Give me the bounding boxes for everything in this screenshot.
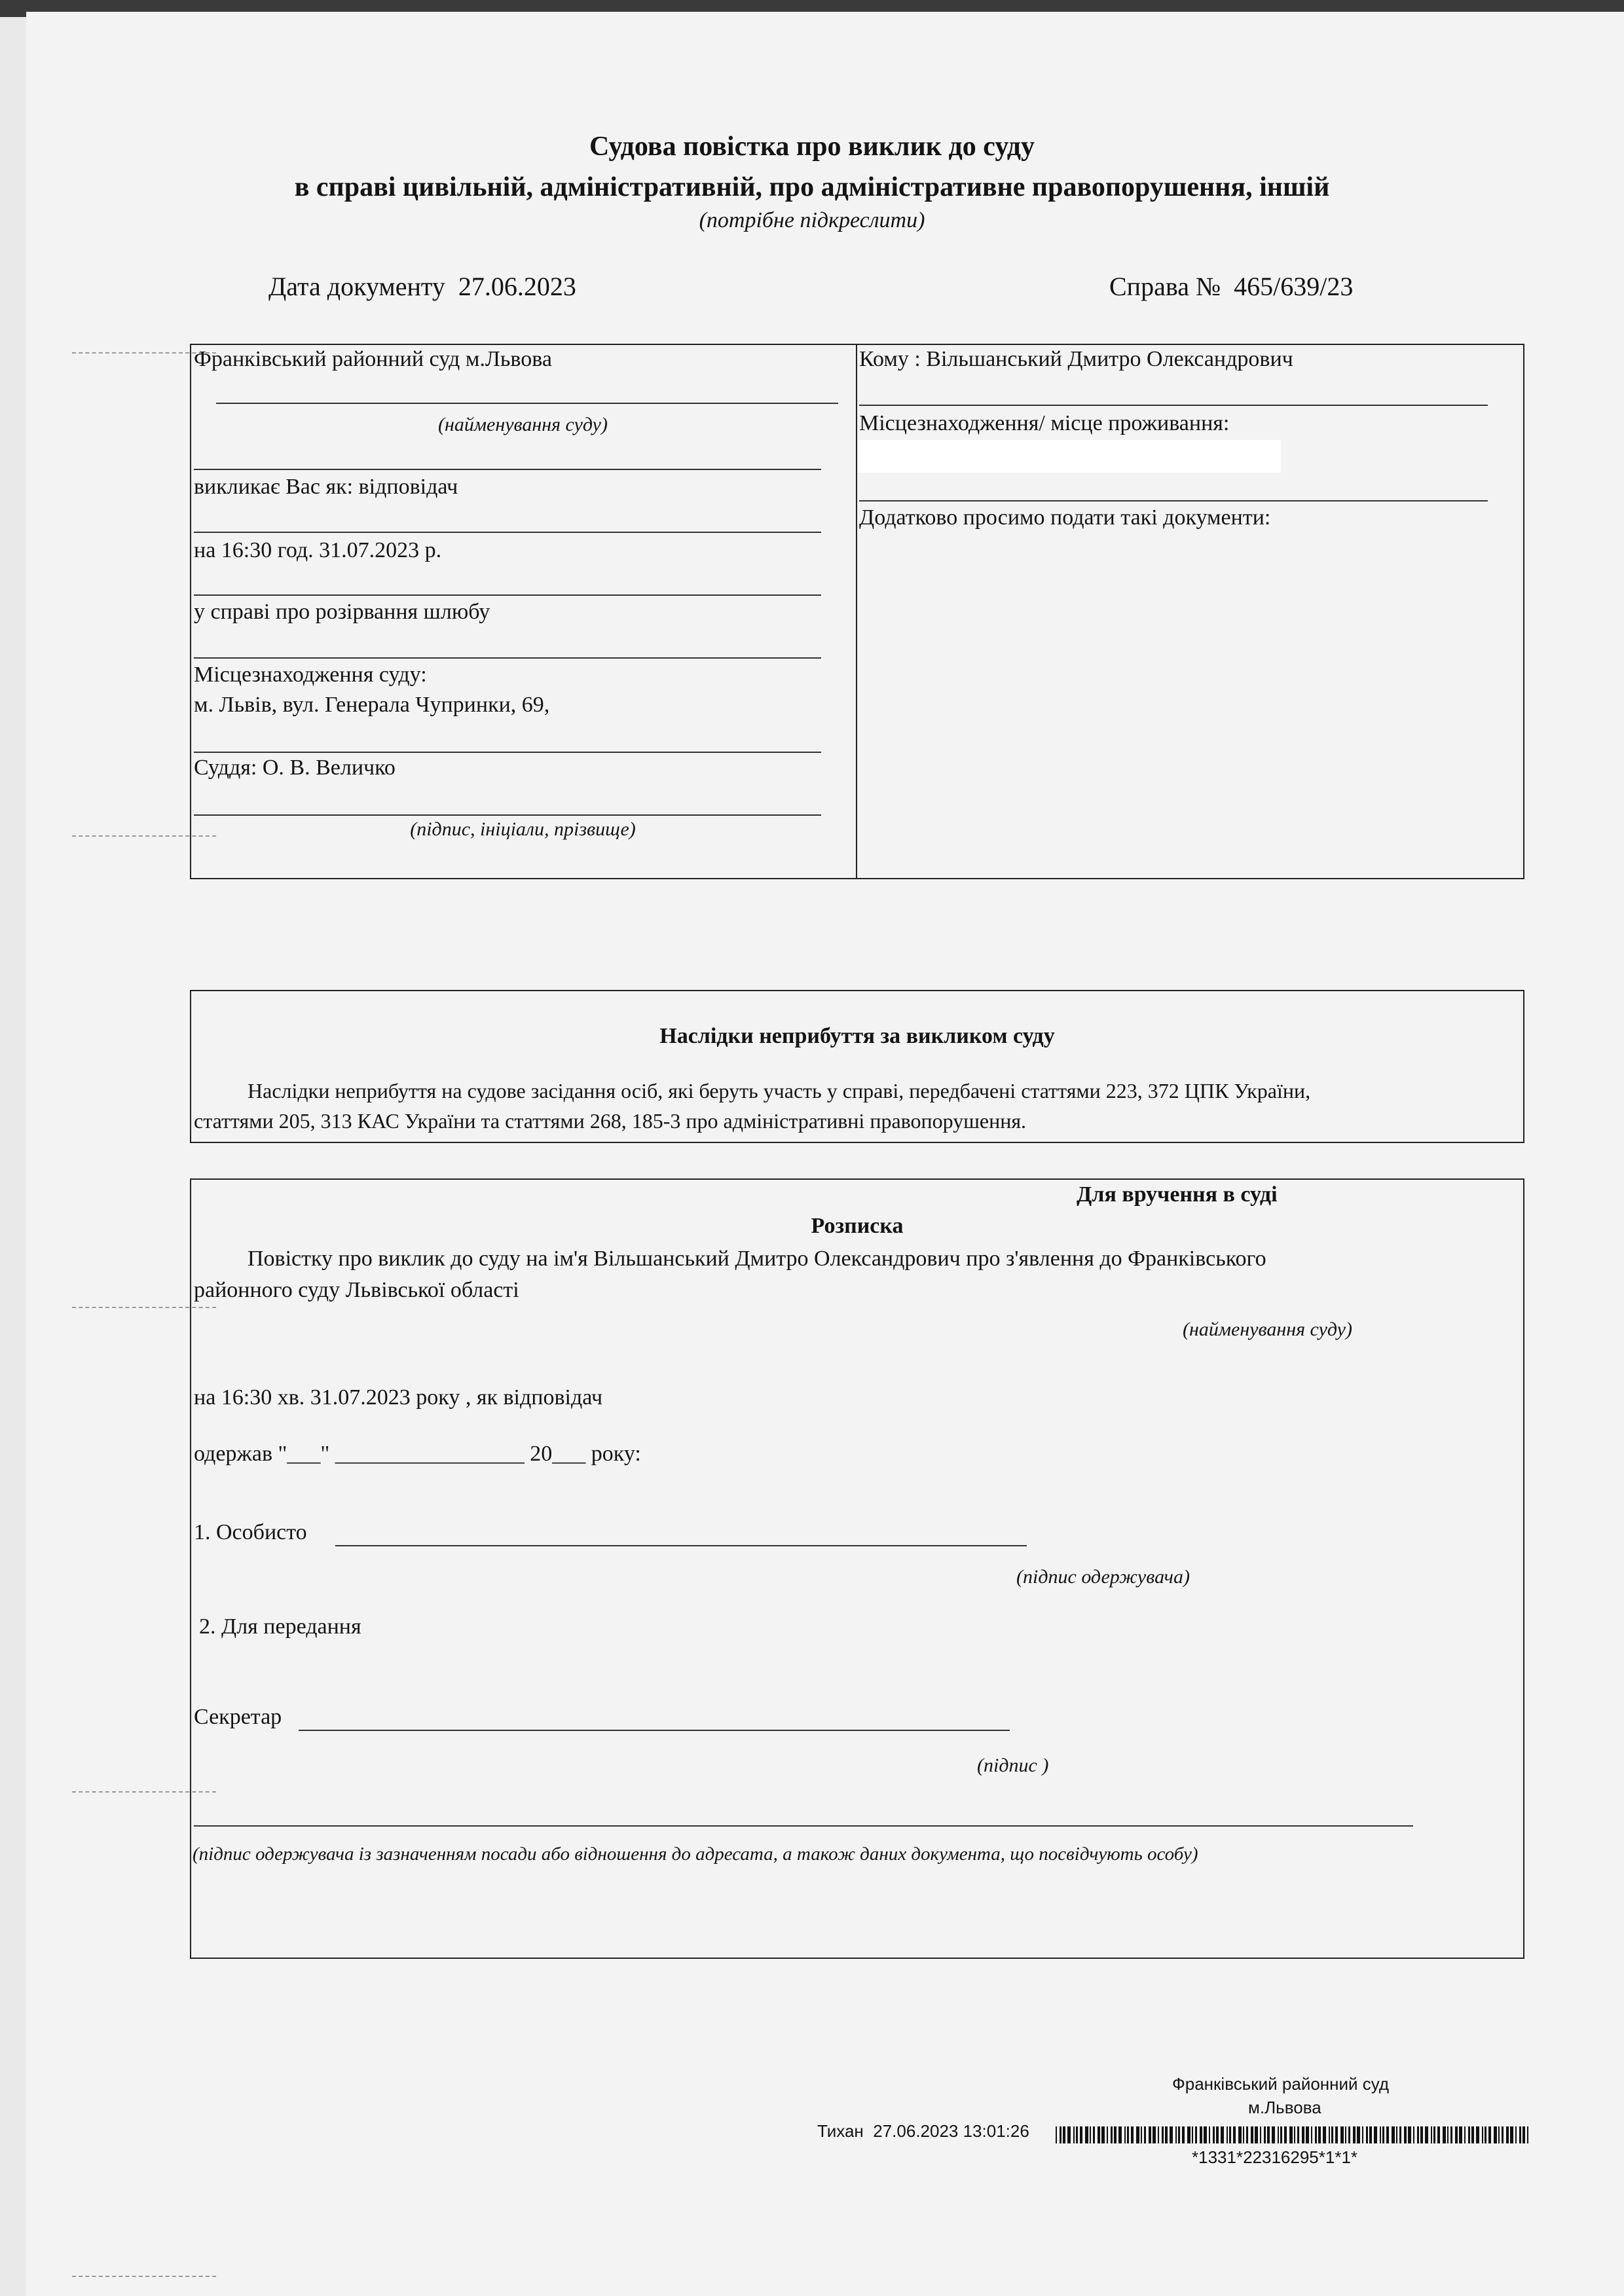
signature-hint: (підпис, ініціали, прізвище)	[410, 818, 636, 840]
stamp-operator	[817, 2121, 1029, 2141]
barcode-bar	[1213, 2126, 1215, 2143]
barcode-bar	[1098, 2126, 1100, 2143]
barcode-bar	[1076, 2126, 1078, 2143]
barcode-bar	[1437, 2126, 1440, 2143]
document-date	[268, 271, 576, 302]
barcode-bar	[1200, 2126, 1202, 2143]
case-label: Справа №	[1109, 272, 1221, 301]
barcode-bar	[1153, 2126, 1156, 2143]
barcode-bar	[1482, 2126, 1483, 2143]
barcode-bar	[1221, 2126, 1224, 2143]
barcode-bar	[1192, 2126, 1193, 2143]
barcode-bar	[1238, 2126, 1242, 2143]
secretary-signature-line	[299, 1730, 1010, 1731]
operator-name: Тихан	[817, 2121, 864, 2141]
case-value: 465/639/23	[1234, 272, 1354, 301]
barcode-bar	[1144, 2126, 1146, 2143]
barcode-bar	[1433, 2126, 1435, 2143]
receipt-heading: Розписка	[811, 1214, 904, 1238]
transfer-label: 2. Для передання	[199, 1614, 361, 1639]
barcode-bar	[1311, 2126, 1312, 2143]
barcode-bar	[1280, 2126, 1282, 2143]
signature-hint-short: (підпис )	[977, 1755, 1049, 1776]
barcode-bar	[1380, 2126, 1381, 2143]
barcode-text: *1331*22316295*1*1*	[1192, 2147, 1358, 2167]
receipt-line-1: Повістку про виклик до суду на ім'я Вільшанський Дмитро Олександрович про з'явлення до Франківського	[248, 1247, 1266, 1271]
secretary-label: Секретар	[194, 1705, 282, 1729]
barcode-bar	[1101, 2126, 1105, 2143]
personal-signature-line	[335, 1545, 1027, 1546]
barcode-bar	[1357, 2126, 1360, 2143]
barcode-bar	[1170, 2126, 1173, 2143]
court-name: Франківський районний суд м.Львова	[194, 347, 552, 371]
rule	[194, 532, 821, 533]
rule	[216, 403, 838, 404]
barcode-bar	[1527, 2126, 1528, 2143]
extra-documents-label: Додатково просимо подати такі документи:	[859, 505, 1271, 530]
barcode-bar	[1182, 2126, 1185, 2143]
barcode-bar	[1431, 2126, 1432, 2143]
receipt-court-hint: (найменування суду)	[1183, 1319, 1352, 1340]
barcode-bar	[1348, 2126, 1350, 2143]
court-name-hint: (найменування суду)	[438, 414, 608, 435]
court-location-value: м. Львів, вул. Генерала Чупринки, 69,	[194, 693, 550, 717]
barcode-bar	[1519, 2126, 1521, 2143]
barcode-bar	[1502, 2126, 1504, 2143]
barcode-bar	[1216, 2126, 1219, 2143]
personal-label: 1. Особисто	[194, 1520, 307, 1544]
barcode-bar	[1124, 2126, 1126, 2143]
barcode-bar	[1178, 2126, 1180, 2143]
barcode-bar	[1468, 2126, 1470, 2143]
hearing-time: на 16:30 год. 31.07.2023 р.	[194, 538, 442, 562]
underline-hint: (потрібне підкреслити)	[699, 208, 925, 232]
barcode-bar	[1229, 2126, 1231, 2143]
barcode-bar	[1267, 2126, 1270, 2143]
barcode-bar	[1090, 2126, 1091, 2143]
barcode-bar	[1404, 2126, 1407, 2143]
barcode-bar	[1294, 2126, 1295, 2143]
document-subtitle: в справі цивільній, адміністративній, про адміністративне правопорушення, іншій	[294, 172, 1330, 202]
barcode-bar	[1315, 2126, 1317, 2143]
barcode-bar	[1056, 2126, 1057, 2143]
barcode-bar	[1127, 2126, 1129, 2143]
barcode-bar	[1165, 2126, 1168, 2143]
case-subject: у справі про розірвання шлюбу	[194, 600, 490, 624]
barcode-bar	[1417, 2126, 1419, 2143]
barcode-bar	[1067, 2126, 1071, 2143]
rule	[194, 469, 821, 470]
barcode-bar	[1302, 2126, 1304, 2143]
barcode-bar	[1399, 2126, 1401, 2143]
residence-label: Місцезнаходження/ місце проживання:	[859, 411, 1230, 435]
barcode-bar	[1506, 2126, 1509, 2143]
receipt-bottom-hint: (підпис одержувача із зазначенням посади або відношення до адресата, а також даних документа, що посвідчують особу)	[193, 1844, 1198, 1865]
barcode-bar	[1345, 2126, 1346, 2143]
barcode-bar	[1485, 2126, 1486, 2143]
stamp-court-line-1: Франківський районний суд	[1172, 2074, 1390, 2094]
barcode-bar	[1396, 2126, 1397, 2143]
barcode-bar	[1443, 2126, 1446, 2143]
consequences-text-2: статтями 205, 313 КАС України та статтями 268, 185-3 про адміністративні правопорушення.	[194, 1109, 1027, 1133]
role-line: викликає Вас як: відповідач	[194, 475, 458, 499]
redacted-address	[858, 440, 1281, 473]
barcode-bar	[1246, 2126, 1248, 2143]
for-court-label: Для вручення в суді	[1077, 1182, 1278, 1207]
barcode-bar	[1476, 2126, 1479, 2143]
barcode-bar	[1386, 2126, 1389, 2143]
barcode-bar	[1060, 2126, 1061, 2143]
receipt-line-2: районного суду Львівської області	[194, 1278, 519, 1302]
barcode-bar	[1335, 2126, 1338, 2143]
rule	[194, 594, 821, 596]
barcode-bar	[1264, 2126, 1266, 2143]
rule	[194, 752, 821, 753]
scan-mark	[72, 2276, 216, 2277]
barcode-bar	[1187, 2126, 1190, 2143]
barcode-bar	[1306, 2126, 1309, 2143]
barcode-bar	[1131, 2126, 1134, 2143]
barcode-bar	[1464, 2126, 1466, 2143]
court-location-label: Місцезнаходження суду:	[194, 663, 427, 687]
barcode-bar	[1260, 2126, 1261, 2143]
date-label: Дата документу	[268, 272, 445, 301]
barcode-bar	[1374, 2126, 1377, 2143]
barcode-bar	[1366, 2126, 1368, 2143]
barcode-bar	[1141, 2126, 1142, 2143]
judge-name: Суддя: О. В. Величко	[194, 756, 396, 780]
recipient-name: Кому : Вільшанський Дмитро Олександрович	[859, 347, 1293, 371]
barcode-bar	[1455, 2126, 1458, 2143]
barcode-bar	[1233, 2126, 1236, 2143]
barcode-bar	[1318, 2126, 1321, 2143]
barcode-bar	[1107, 2126, 1108, 2143]
barcode	[1056, 2126, 1528, 2143]
barcode-bar	[1323, 2126, 1326, 2143]
barcode-bar	[1488, 2126, 1491, 2143]
barcode-bar	[1136, 2126, 1139, 2143]
barcode-bar	[1522, 2126, 1525, 2143]
barcode-bar	[1494, 2126, 1497, 2143]
barcode-bar	[1278, 2126, 1279, 2143]
stamp-court-line-2: м.Львова	[1248, 2098, 1321, 2117]
barcode-bar	[1471, 2126, 1474, 2143]
barcode-bar	[1085, 2126, 1088, 2143]
document-title: Судова повістка про виклик до суду	[589, 132, 1035, 162]
barcode-bar	[1255, 2126, 1258, 2143]
rule	[859, 500, 1488, 501]
barcode-bar	[1382, 2126, 1384, 2143]
barcode-bar	[1340, 2126, 1344, 2143]
date-value: 27.06.2023	[458, 272, 576, 301]
barcode-bar	[1272, 2126, 1275, 2143]
barcode-bar	[1284, 2126, 1287, 2143]
rule	[194, 657, 821, 659]
barcode-bar	[1413, 2126, 1414, 2143]
barcode-bar	[1227, 2126, 1228, 2143]
barcode-bar	[1149, 2126, 1151, 2143]
recipient-signature-hint: (підпис одержувача)	[1016, 1566, 1190, 1588]
barcode-bar	[1080, 2126, 1082, 2143]
received-date-line: одержав "___" _________________ 20___ року:	[194, 1442, 641, 1466]
barcode-bar	[1420, 2126, 1423, 2143]
barcode-bar	[1204, 2126, 1207, 2143]
barcode-bar	[1331, 2126, 1333, 2143]
barcode-bar	[1459, 2126, 1462, 2143]
barcode-bar	[1362, 2126, 1363, 2143]
summons-divider	[856, 344, 857, 879]
barcode-bar	[1111, 2126, 1113, 2143]
barcode-bar	[1175, 2126, 1177, 2143]
barcode-bar	[1425, 2126, 1428, 2143]
stamp-datetime: 27.06.2023 13:01:26	[873, 2121, 1029, 2141]
barcode-bar	[1162, 2126, 1164, 2143]
barcode-bar	[1447, 2126, 1449, 2143]
barcode-bar	[1498, 2126, 1500, 2143]
barcode-bar	[1251, 2126, 1253, 2143]
barcode-bar	[1289, 2126, 1293, 2143]
barcode-bar	[1297, 2126, 1299, 2143]
barcode-bar	[1158, 2126, 1159, 2143]
consequences-heading: Наслідки неприбуття за викликом суду	[659, 1024, 1055, 1048]
barcode-bar	[1450, 2126, 1452, 2143]
barcode-bar	[1408, 2126, 1411, 2143]
receipt-time-line: на 16:30 хв. 31.07.2023 року , як відповідач	[194, 1385, 603, 1410]
case-number	[1109, 271, 1353, 302]
barcode-bar	[1114, 2126, 1116, 2143]
rule	[859, 405, 1488, 406]
barcode-bar	[1392, 2126, 1395, 2143]
barcode-bar	[1118, 2126, 1122, 2143]
barcode-bar	[1329, 2126, 1330, 2143]
bottom-signature-line	[194, 1825, 1413, 1827]
barcode-bar	[1243, 2126, 1244, 2143]
barcode-bar	[1073, 2126, 1075, 2143]
barcode-bar	[1209, 2126, 1210, 2143]
barcode-bar	[1369, 2126, 1372, 2143]
barcode-bar	[1093, 2126, 1095, 2143]
barcode-bar	[1510, 2126, 1513, 2143]
barcode-bar	[1195, 2126, 1197, 2143]
barcode-bar	[1515, 2126, 1517, 2143]
barcode-bar	[1063, 2126, 1065, 2143]
consequences-text-1: Наслідки неприбуття на судове засідання осіб, які беруть участь у справі, передбачені статтями 223, 372 ЦПК України,	[248, 1079, 1311, 1102]
barcode-bar	[1353, 2126, 1356, 2143]
rule	[194, 814, 821, 816]
